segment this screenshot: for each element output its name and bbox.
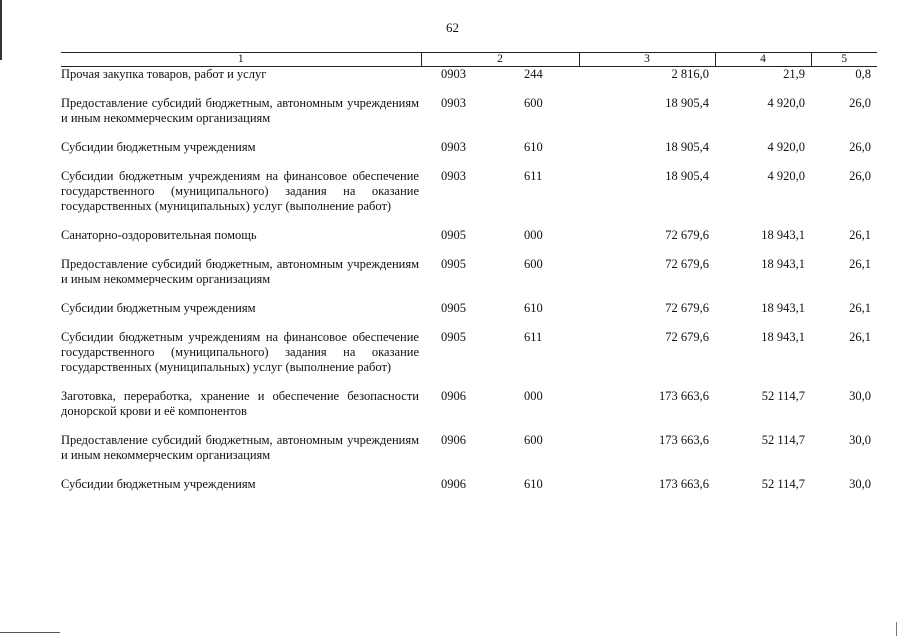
- row-value-3: 18 905,4: [665, 140, 709, 154]
- row-section-code: 0905: [441, 257, 466, 271]
- row-section-code: 0906: [441, 477, 466, 491]
- row-value-5: 30,0: [849, 389, 871, 403]
- row-value-3: 2 816,0: [671, 67, 709, 81]
- row-gap: [61, 155, 877, 169]
- row-section-code: 0903: [441, 67, 466, 81]
- row-value-4: 52 114,7: [761, 389, 805, 403]
- header-col-5: 5: [811, 53, 877, 67]
- row-value-5: 26,1: [849, 301, 871, 315]
- row-section-code: 0903: [441, 96, 466, 110]
- page-number: 62: [446, 20, 459, 35]
- row-value-5: 0,8: [855, 67, 871, 81]
- row-value-3: 173 663,6: [659, 389, 709, 403]
- row-description: Заготовка, переработка, хранение и обеспечение безопасности донорской крови и её компонентов: [61, 389, 419, 418]
- row-expense-code: 000: [524, 228, 543, 242]
- row-value-4: 52 114,7: [761, 433, 805, 447]
- table-row: [61, 169, 877, 214]
- row-value-3: 72 679,6: [665, 330, 709, 344]
- table-row: [61, 330, 877, 375]
- budget-table: [61, 52, 877, 492]
- row-value-4: 4 920,0: [767, 140, 805, 154]
- row-value-4: 18 943,1: [761, 257, 805, 271]
- row-value-5: 30,0: [849, 433, 871, 447]
- row-description: Субсидии бюджетным учреждениям: [61, 140, 256, 154]
- table-row: [61, 257, 877, 287]
- table-row: [61, 477, 877, 492]
- row-value-4: 18 943,1: [761, 228, 805, 242]
- table-row: [61, 140, 877, 155]
- row-value-4: 21,9: [783, 67, 805, 81]
- row-expense-code: 611: [524, 169, 543, 183]
- row-value-3: 173 663,6: [659, 477, 709, 491]
- table-row: [61, 433, 877, 463]
- row-value-5: 30,0: [849, 477, 871, 491]
- row-value-4: 4 920,0: [767, 169, 805, 183]
- row-expense-code: 610: [524, 301, 543, 315]
- row-gap: [61, 316, 877, 330]
- row-value-3: 18 905,4: [665, 169, 709, 183]
- row-expense-code: 610: [524, 140, 543, 154]
- row-gap: [61, 419, 877, 433]
- row-section-code: 0903: [441, 169, 466, 183]
- row-section-code: 0905: [441, 228, 466, 242]
- row-value-5: 26,1: [849, 257, 871, 271]
- scan-edge-mark: [0, 632, 60, 633]
- row-gap: [61, 243, 877, 257]
- row-description: Предоставление субсидий бюджетным, автономным учреждениям и иным некоммерческим организациям: [61, 433, 419, 462]
- row-expense-code: 600: [524, 96, 543, 110]
- row-expense-code: 600: [524, 433, 543, 447]
- row-value-5: 26,1: [849, 330, 871, 344]
- row-gap: [61, 214, 877, 228]
- table-header-row: [61, 53, 877, 67]
- row-value-5: 26,1: [849, 228, 871, 242]
- table-row: [61, 96, 877, 126]
- header-col-1: 1: [61, 53, 421, 67]
- row-description: Санаторно-оздоровительная помощь: [61, 228, 257, 242]
- row-expense-code: 244: [524, 67, 543, 81]
- header-col-4: 4: [715, 53, 811, 67]
- row-description: Субсидии бюджетным учреждениям на финансовое обеспечение государственного (муниципального) задания на оказание государственных (муниципальных) услуг (выполнение работ): [61, 169, 419, 213]
- table-row: [61, 228, 877, 243]
- row-description: Предоставление субсидий бюджетным, автономным учреждениям и иным некоммерческим организациям: [61, 96, 419, 125]
- row-gap: [61, 463, 877, 477]
- row-section-code: 0906: [441, 433, 466, 447]
- row-section-code: 0905: [441, 301, 466, 315]
- row-expense-code: 611: [524, 330, 543, 344]
- row-description: Прочая закупка товаров, работ и услуг: [61, 67, 267, 81]
- row-description: Субсидии бюджетным учреждениям: [61, 477, 256, 491]
- row-value-4: 52 114,7: [761, 477, 805, 491]
- header-col-2: 2: [421, 53, 579, 67]
- header-col-3: 3: [579, 53, 715, 67]
- row-value-3: 72 679,6: [665, 301, 709, 315]
- row-expense-code: 000: [524, 389, 543, 403]
- row-section-code: 0905: [441, 330, 466, 344]
- table-row: [61, 67, 877, 83]
- row-value-4: 4 920,0: [767, 96, 805, 110]
- row-value-3: 72 679,6: [665, 228, 709, 242]
- row-value-4: 18 943,1: [761, 301, 805, 315]
- row-expense-code: 610: [524, 477, 543, 491]
- row-gap: [61, 375, 877, 389]
- row-gap: [61, 126, 877, 140]
- row-value-5: 26,0: [849, 140, 871, 154]
- row-section-code: 0903: [441, 140, 466, 154]
- row-value-5: 26,0: [849, 96, 871, 110]
- table-row: [61, 301, 877, 316]
- row-value-3: 173 663,6: [659, 433, 709, 447]
- row-description: Субсидии бюджетным учреждениям: [61, 301, 256, 315]
- row-gap: [61, 82, 877, 96]
- row-expense-code: 600: [524, 257, 543, 271]
- row-value-5: 26,0: [849, 169, 871, 183]
- row-section-code: 0906: [441, 389, 466, 403]
- table-row: [61, 389, 877, 419]
- row-description: Предоставление субсидий бюджетным, автономным учреждениям и иным некоммерческим организациям: [61, 257, 419, 286]
- row-value-4: 18 943,1: [761, 330, 805, 344]
- row-gap: [61, 287, 877, 301]
- row-value-3: 72 679,6: [665, 257, 709, 271]
- scan-edge-mark: [896, 622, 897, 636]
- row-description: Субсидии бюджетным учреждениям на финансовое обеспечение государственного (муниципального) задания на оказание государственных (муниципальных) услуг (выполнение работ): [61, 330, 419, 374]
- row-value-3: 18 905,4: [665, 96, 709, 110]
